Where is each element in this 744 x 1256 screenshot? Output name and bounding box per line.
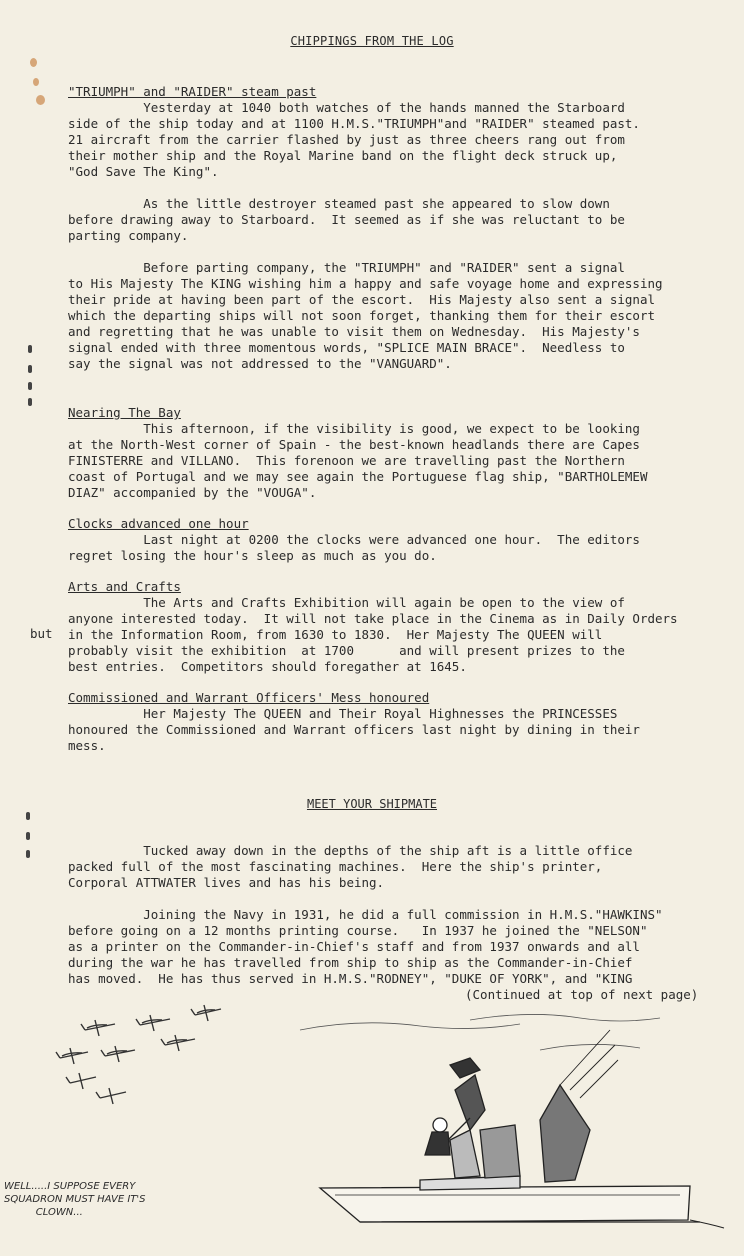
ship-wake xyxy=(690,1220,724,1228)
section-meet-shipmate xyxy=(68,843,718,987)
section-heading: Clocks advanced one hour xyxy=(68,516,249,531)
page-title: CHIPPINGS FROM THE LOG xyxy=(290,34,454,48)
paragraph: Joining the Navy in 1931, he did a full commission in H.M.S."HAWKINS" before going on a 12 months printing course. In 1937 he joined the "NELSON" as a printer on the Commander-in-Chief's staff and from 1937 onwards and all during the war he has travelled from ship to ship as the Commander-in-Chief has moved. He has thus served in H.M.S."RODNEY", "DUKE OF YORK", and "KING xyxy=(68,907,663,986)
meet-shipmate-title: MEET YOUR SHIPMATE xyxy=(306,797,438,811)
sky-clouds xyxy=(300,1014,660,1050)
section-heading: Nearing The Bay xyxy=(68,405,181,420)
continued-note: (Continued at top of next page) xyxy=(465,987,699,1002)
warship xyxy=(320,1030,700,1222)
aircraft-squadron xyxy=(56,1005,221,1104)
section-triumph-raider xyxy=(68,84,718,372)
section-arts-crafts xyxy=(68,579,718,675)
section-heading: Commissioned and Warrant Officers' Mess honoured xyxy=(68,690,430,705)
section-heading: Arts and Crafts xyxy=(68,579,181,594)
rust-stain xyxy=(36,95,45,105)
paragraph: The Arts and Crafts Exhibition will again be open to the view of anyone interested today. It will not take place in the Cinema as in Daily Orders in the Information Room, from 1630 to 1830. Her Majesty The QUEEN will probably visit the exhibition at 1700 and will present prizes to the best entries. Competitors should foregather at 1645. xyxy=(68,595,678,674)
paragraph: Her Majesty The QUEEN and Their Royal Highnesses the PRINCESSES honoured the Commissioned and Warrant officers last night by dining in their mess. xyxy=(68,706,640,753)
paragraph: Before parting company, the "TRIUMPH" and "RAIDER" sent a signal to His Majesty The KING wishing him a happy and safe voyage home and expressing their pride at having been part of the escort. His Majesty also sent a signal which the departing ships will not soon forget, thanking them for their escort and regretting that he was unable to visit them on Wednesday. His Majesty's signal ended with three momentous words, "SPLICE MAIN BRACE". Needless to say the signal was not addressed to the "VANGUARD". xyxy=(68,260,663,371)
paragraph: Last night at 0200 the clocks were advanced one hour. The editors regret losing the hour's sleep as much as you do. xyxy=(68,532,640,563)
section-nearing-bay xyxy=(68,405,718,501)
section-officers-mess xyxy=(68,690,718,754)
rust-stain xyxy=(33,78,39,86)
paragraph: This afternoon, if the visibility is good, we expect to be looking at the North-West corner of Spain - the best-known headlands there are Capes FINISTERRE and VILLANO. This forenoon we are travelling past the Northern coast of Portugal and we may see again the Portuguese flag ship, "BARTHOLEMEW DIAZ" accompanied by the "VOUGA". xyxy=(68,421,648,500)
paragraph: As the little destroyer steamed past she appeared to slow down before drawing away to Starboard. It seemed as if she was reluctant to be parting company. xyxy=(68,196,625,243)
section-clocks xyxy=(68,516,718,564)
rust-stain xyxy=(30,58,37,67)
section-heading: "TRIUMPH" and "RAIDER" steam past xyxy=(68,84,317,99)
paragraph: Tucked away down in the depths of the ship aft is a little office packed full of the most fascinating machines. Here the ship's printer, Corporal ATTWATER lives and has his being. xyxy=(68,843,633,890)
handwritten-margin-note: but xyxy=(30,626,53,641)
paragraph: Yesterday at 1040 both watches of the hands manned the Starboard side of the ship today and at 1100 H.M.S."TRIUMPH"and "RAIDER" steamed past. 21 aircraft from the carrier flashed by just as three cheers rang out from their mother ship and the Royal Marine band on the flight deck struck up, "God Save The King". xyxy=(68,100,640,179)
cartoon-caption: WELL.....I SUPPOSE EVERY SQUADRON MUST HAVE IT'S CLOWN... xyxy=(4,1181,146,1218)
